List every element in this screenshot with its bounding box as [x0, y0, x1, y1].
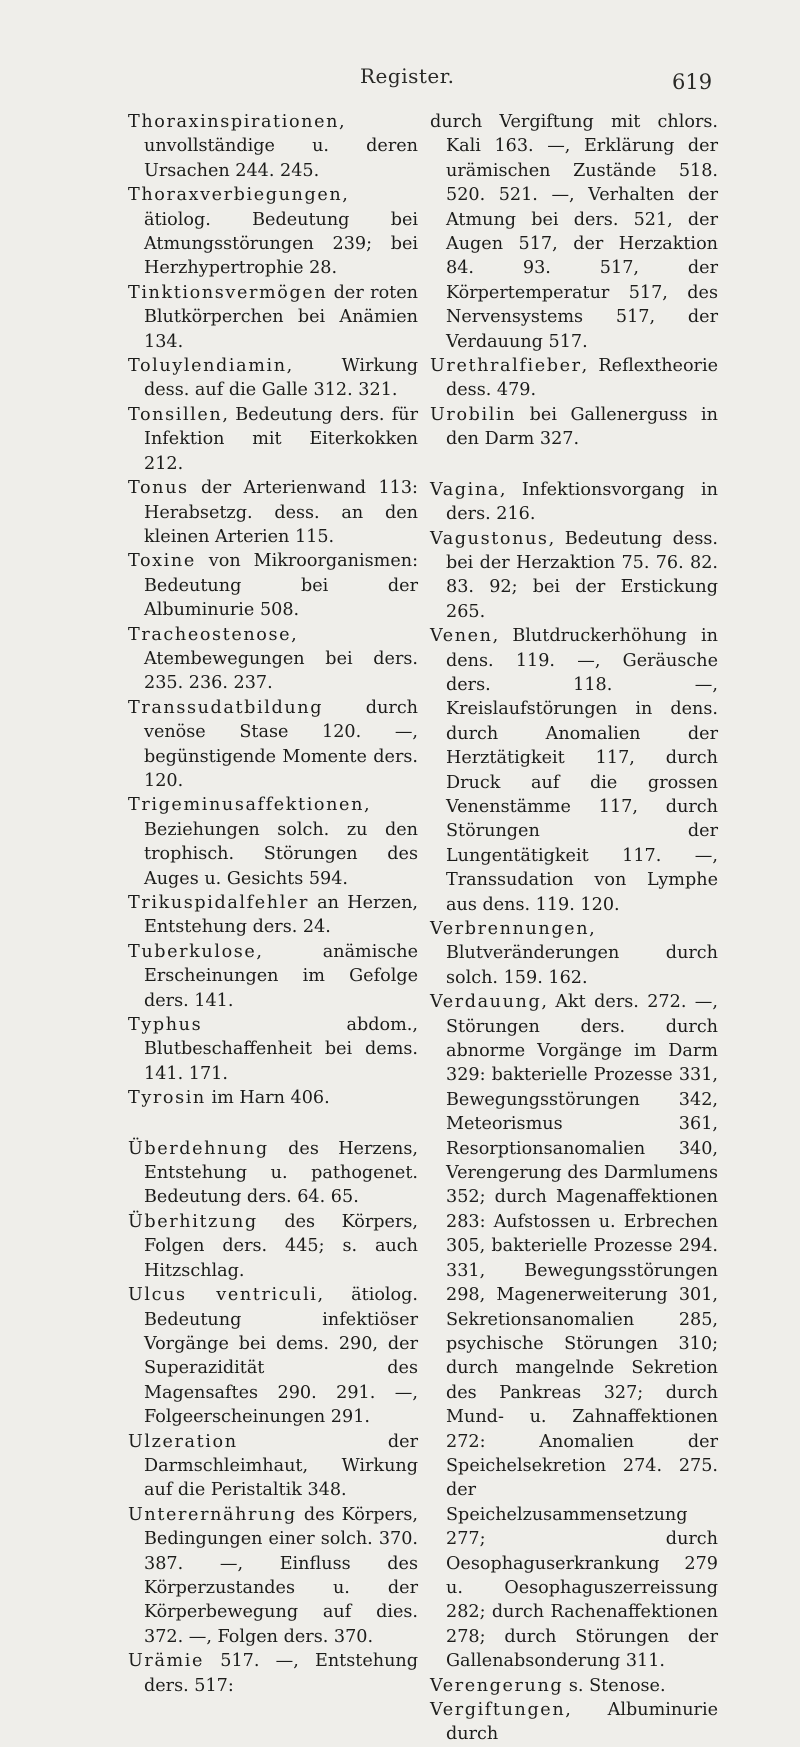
entry-text: , Reflextheorie dess. 479.	[446, 356, 718, 401]
index-entry	[128, 403, 418, 476]
entry-headword: Typhus	[128, 1015, 203, 1036]
index-entry	[128, 1283, 418, 1429]
entry-text: , Albuminurie durch	[446, 1700, 718, 1745]
entry-headword: Tuberkulose	[128, 941, 257, 962]
index-column-right	[430, 110, 718, 1747]
entry-headword: Ulcus ventriculi	[128, 1285, 318, 1306]
index-entry	[430, 403, 718, 452]
index-entry	[430, 354, 718, 403]
entry-text: , Infektionsvorgang in ders. 216.	[446, 479, 718, 525]
entry-text: der Arterienwand 113: Herabsetzg. dess. an den kleinen Arterien 115.	[144, 478, 418, 547]
index-entry	[128, 1137, 418, 1210]
entry-text: , Atembewegungen bei ders. 235. 236. 237.	[144, 624, 418, 694]
index-entry	[430, 478, 718, 527]
entry-headword: Verbrennungen	[430, 919, 590, 939]
entry-headword: Tonus	[128, 478, 189, 499]
index-entry	[128, 110, 418, 183]
entry-text: durch venöse Stase 120. —, begünstigende Momente ders. 120.	[144, 697, 418, 791]
entry-headword: Urämie	[128, 1651, 205, 1672]
entry-headword: Toxine	[128, 551, 196, 572]
entry-text: der Darmschleimhaut, Wirkung auf die Peristaltik 348.	[144, 1431, 418, 1501]
running-header: Register.	[360, 64, 455, 88]
entry-headword: Tyrosin	[128, 1088, 206, 1109]
index-entry-continued	[430, 110, 718, 354]
entry-headword: Urethralfieber	[430, 356, 582, 377]
index-entry	[128, 183, 418, 281]
entry-text: , Akt ders. 272. —, Störungen ders. durch abnorme Vorgänge im Darm 329: bakterielle Prozesse 331, Bewegungsstörungen 342, Meteorismus 361, Resorptionsanomalien 340, Verengerung des Darmlumens 352; durch Magenaffektionen 283: Aufstossen u. Erbrechen 305, bakterielle Prozesse 294. 331, Bewegungsstörungen 298, Magenerweiterung 301, Sekretionsanomalien 285, psychische Störungen 310; durch mangelnde Sekretion des Pankreas 327; durch Mund- u. Zahnaffektionen 272: Anomalien der Speichelsekretion 274. 275. der Speichelzusammensetzung 277; durch Oesophaguserkrankung 279 u. Oesophaguszerreissung 282; durch Rachenaffektionen 278; durch Störungen der Gallenabsonderung 311.	[446, 992, 718, 1672]
entry-headword: Tinktionsvermögen	[128, 282, 328, 303]
entry-headword: Trikuspidalfehler	[128, 893, 309, 913]
entry-headword: Ulzeration	[128, 1431, 238, 1452]
index-entry	[128, 1649, 418, 1698]
entry-headword: Verdauung	[430, 992, 542, 1013]
index-entry	[128, 281, 418, 354]
entry-text: , Blutveränderungen durch solch. 159. 162.	[446, 919, 718, 988]
index-entry	[430, 1698, 718, 1747]
index-entry	[128, 940, 418, 1013]
index-entry	[430, 990, 718, 1673]
index-entry	[128, 623, 418, 696]
entry-headword: Venen	[430, 626, 493, 647]
entry-text: , Beziehungen solch. zu den trophisch. Störungen des Auges u. Gesichts 594.	[144, 795, 418, 889]
entry-text: der roten Blutkörperchen bei Anämien 134.	[144, 282, 418, 352]
entry-text: , ätiolog. Bedeutung bei Atmungsstörungen 239; bei Herzhypertrophie 28.	[144, 185, 418, 279]
entry-headword: Überdehnung	[128, 1138, 269, 1159]
index-entry	[128, 1086, 418, 1110]
index-entry	[128, 891, 418, 940]
entry-text: im Harn 406.	[205, 1088, 330, 1109]
index-entry	[430, 917, 718, 990]
entry-text: durch Vergiftung mit chlors. Kali 163. —, Erklärung der urämischen Zustände 518. 520. 521. —, Verhalten der Atmung bei ders. 521, der Augen 517, der Herzaktion 84. 93. 517, der Körpertemperatur 517, des Nervensystems 517, der Verdauung 517.	[430, 112, 718, 352]
entry-text: , Blutdruckerhöhung in dens. 119. —, Geräusche ders. 118. —, Kreislaufstörungen in dens. durch Anomalien der Herztätigkeit 117, durch Druck auf die grossen Venenstämme 117, durch Störungen der Lungentätigkeit 117. —, Transsudation von Lymphe aus dens. 119. 120.	[446, 626, 718, 915]
entry-text: 517. —, Entstehung ders. 517:	[144, 1651, 418, 1696]
entry-text: des Körpers, Bedingungen einer solch. 370. 387. —, Einfluss des Körperzustandes u. der Körperbewegung auf dies. 372. —, Folgen ders. 370.	[144, 1504, 418, 1647]
entry-headword: Tracheostenose	[128, 624, 292, 645]
entry-headword: Vagustonus	[430, 528, 549, 549]
index-entry	[430, 527, 718, 625]
entry-text: bei Gallenerguss in den Darm 327.	[446, 404, 718, 450]
entry-headword: Thoraxverbiegungen	[128, 185, 343, 206]
entry-headword: Vergiftungen	[430, 1700, 566, 1720]
index-entry	[430, 1674, 718, 1698]
entry-headword: Urobilin	[430, 404, 517, 425]
entry-text: von Mikroorganismen: Bedeutung bei der Albuminurie 508.	[144, 551, 418, 621]
entry-text: s. Stenose.	[563, 1675, 666, 1696]
entry-headword: Transsudatbildung	[128, 697, 324, 718]
index-entry	[128, 549, 418, 622]
entry-text: abdom., Blutbeschaffenheit bei dems. 141. 171.	[144, 1015, 418, 1084]
entry-text: des Herzens, Entstehung u. pathogenet. Bedeutung ders. 64. 65.	[144, 1138, 418, 1208]
entry-text: , anämische Erscheinungen im Gefolge ders. 141.	[144, 941, 418, 1011]
entry-headword: Toluylendiamin	[128, 356, 287, 377]
index-entry	[128, 1210, 418, 1283]
entry-text: an Herzen, Entstehung ders. 24.	[144, 893, 418, 938]
entry-headword: Tonsillen	[128, 404, 223, 425]
index-column-left	[128, 110, 418, 1698]
entry-headword: Überhitzung	[128, 1211, 258, 1232]
page-number: 619	[672, 70, 713, 94]
index-entry	[128, 1013, 418, 1086]
entry-text: , Wirkung dess. auf die Galle 312. 321.	[144, 356, 418, 401]
index-entry	[128, 476, 418, 549]
entry-headword: Thoraxinspirationen	[128, 112, 340, 132]
entry-text: des Körpers, Folgen ders. 445; s. auch Hitzschlag.	[144, 1211, 418, 1281]
index-entry	[430, 624, 718, 917]
index-entry	[128, 1430, 418, 1503]
index-entry	[128, 354, 418, 403]
index-entry	[128, 1503, 418, 1649]
entry-text: , unvollständige u. deren Ursachen 244. 245.	[144, 112, 418, 181]
entry-headword: Verengerung	[430, 1675, 564, 1696]
index-entry	[128, 696, 418, 794]
entry-headword: Unterernährung	[128, 1504, 297, 1525]
index-entry	[128, 793, 418, 891]
entry-text: , ätiolog. Bedeutung infektiöser Vorgänge bei dems. 290, der Superazidität des Magensaftes 290. 291. —, Folgeerscheinungen 291.	[144, 1285, 418, 1428]
entry-text: , Bedeutung dess. bei der Herzaktion 75. 76. 82. 83. 92; bei der Erstickung 265.	[446, 528, 718, 622]
entry-text: , Bedeutung ders. für Infektion mit Eiterkokken 212.	[144, 404, 418, 474]
entry-headword: Vagina	[430, 479, 500, 500]
entry-headword: Trigeminusaffektionen	[128, 795, 364, 816]
